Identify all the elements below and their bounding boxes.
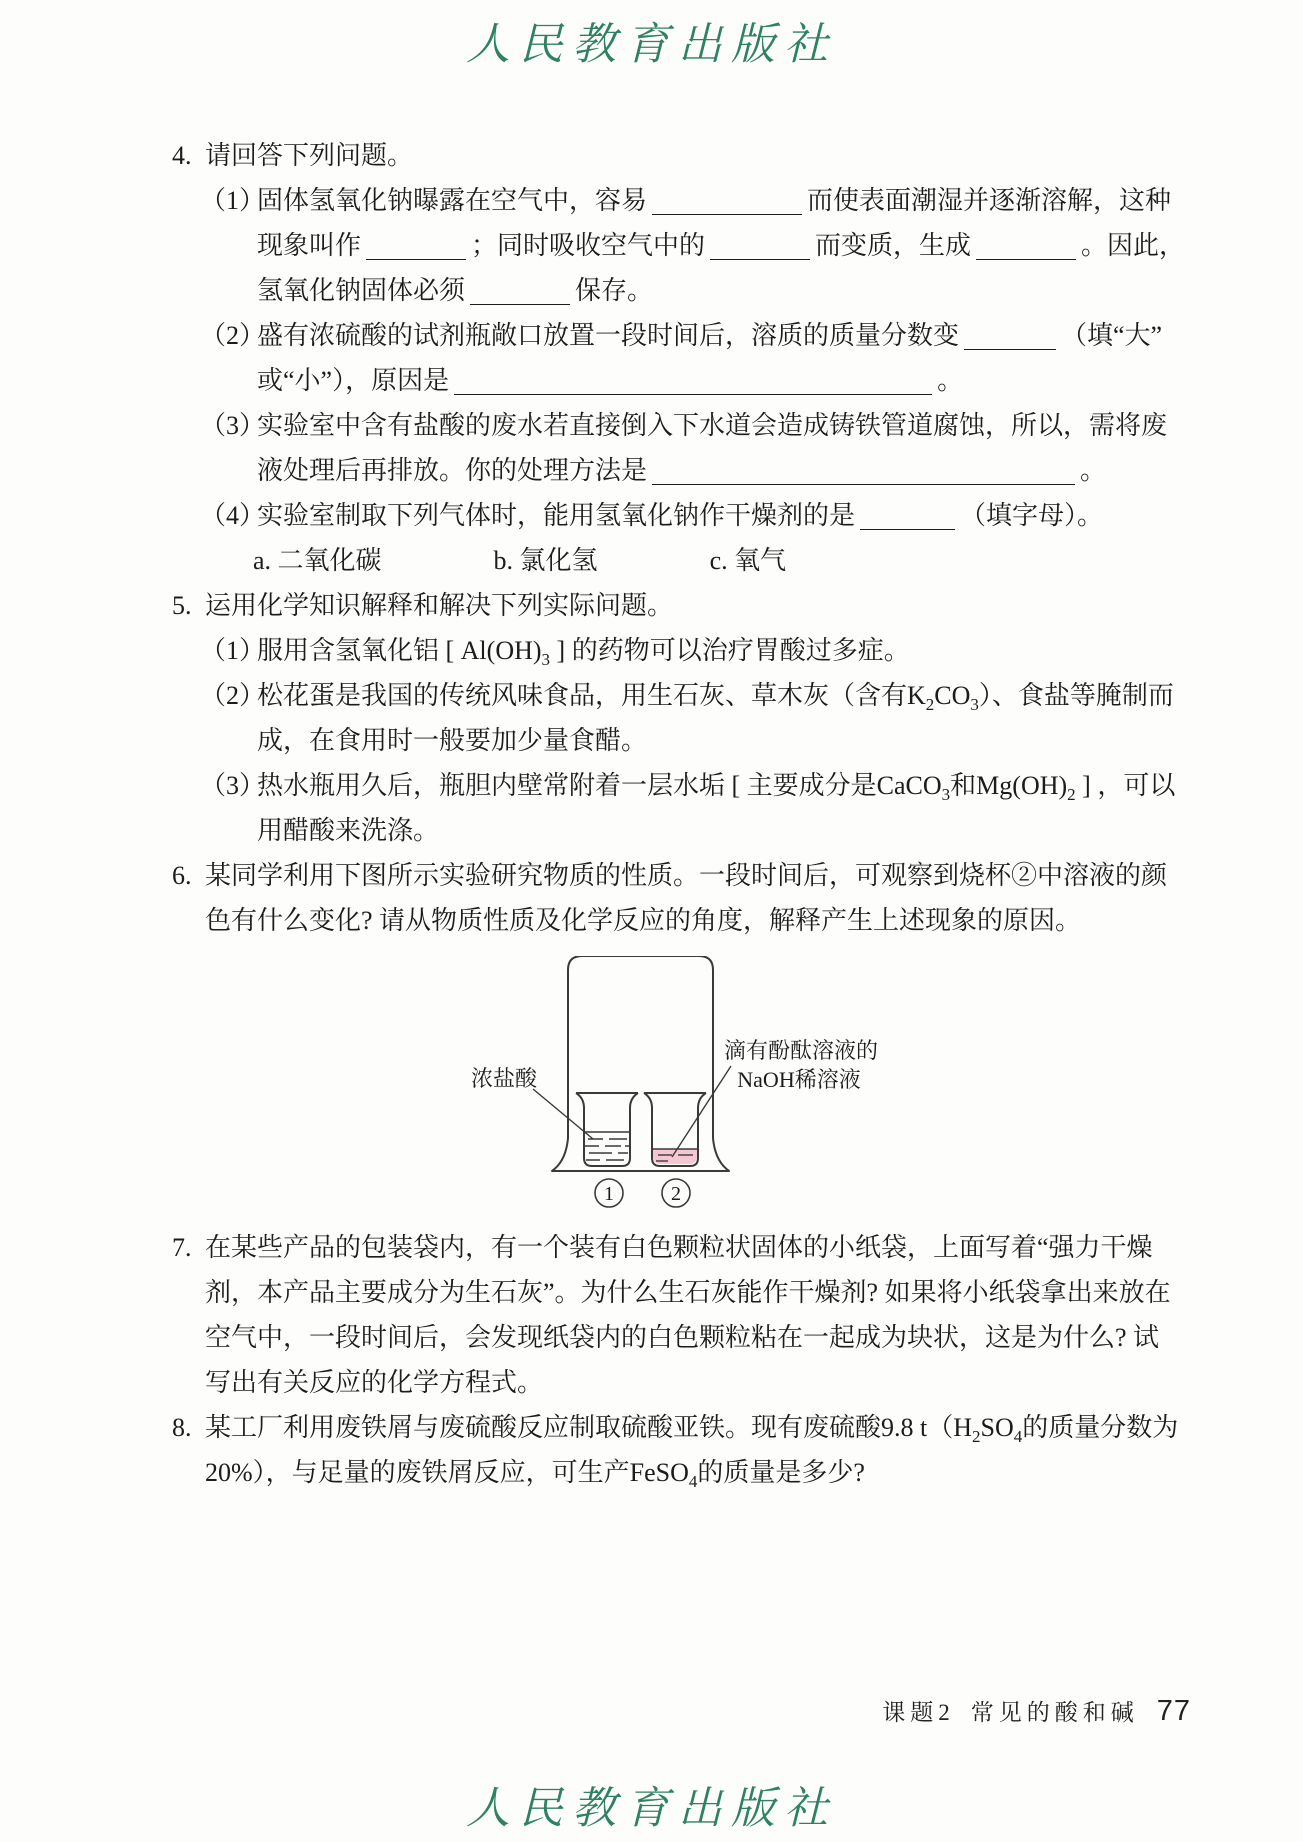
subscript: 2	[925, 695, 935, 715]
question-line: （1）服用含氢氧化铝 [ $Al(OH)_3$ ] 的药物可以治疗胃酸过多症。	[0, 628, 1303, 673]
item-number: 8.	[172, 1413, 192, 1442]
question-line: （3）实验室中含有盐酸的废水若直接倒入下水道会造成铸铁管道腐蚀，所以，需将废	[0, 403, 1303, 448]
text-line: a. 二氧化碳 b. 氯化氢 c. 氧气	[253, 546, 787, 575]
item-number: 6.	[172, 861, 192, 890]
text-line: 写出有关反应的化学方程式。	[205, 1368, 544, 1397]
text-line: 空气中，一段时间后，会发现纸袋内的白色颗粒粘在一起成为块状，这是为什么? 试	[205, 1323, 1160, 1352]
beaker-2-number: 2	[671, 1183, 681, 1205]
hcl-liquid-lines	[584, 1132, 630, 1160]
questions-4-to-6	[0, 133, 1303, 943]
bell-jar-outline	[552, 956, 729, 1171]
question-line: （1）固体氢氧化钠曝露在空气中，容易 而使表面潮湿并逐渐溶解，这种	[0, 178, 1303, 223]
item-number: （2）	[200, 321, 266, 350]
footer-section-title: 常见的酸和碱	[970, 1700, 1139, 1725]
page-number: 77	[1156, 1695, 1191, 1727]
question-line: 8. 某工厂利用废铁屑与废硫酸反应制取硫酸亚铁。现有废硫酸9.8 $t(H_2SO_4$的质量分数为	[0, 1405, 1303, 1450]
question-line: 5. 运用化学知识解释和解决下列实际问题。	[0, 583, 1303, 628]
footer-section-label: 课题2	[882, 1700, 955, 1725]
answer-blank	[652, 464, 1075, 485]
publisher-logo-header: 人民教育出版社	[466, 19, 837, 70]
item-number: 4.	[172, 141, 192, 170]
item-number: （3）	[200, 771, 266, 800]
question-line: 7. 在某些产品的包装袋内，有一个装有白色颗粒状固体的小纸袋，上面写着“强力干燥	[0, 1225, 1303, 1270]
item-number: （3）	[200, 411, 266, 440]
publisher-logo-footer: 人民教育出版社	[466, 1783, 837, 1834]
item-number: （1）	[200, 636, 266, 665]
subscript: 3	[941, 785, 951, 805]
answer-blank	[470, 284, 570, 305]
question-line: 4. 请回答下列问题。	[0, 133, 1303, 178]
text-line: 剂，本产品主要成分为生石灰”。为什么生石灰能作干燥剂? 如果将小纸袋拿出来放在	[205, 1278, 1171, 1307]
text-line: 氢氧化钠固体必须 保存。	[257, 276, 654, 305]
answer-blank	[454, 374, 932, 395]
text-line: 或“小”），原因是 。	[257, 366, 964, 395]
question-line: （2）盛有浓硫酸的试剂瓶敞口放置一段时间后，溶质的质量分数变 （填“大”	[0, 313, 1303, 358]
answer-blank	[964, 329, 1056, 350]
answer-blank	[710, 239, 810, 260]
item-number: 5.	[172, 591, 192, 620]
naoh-label-line2: NaOH稀溶液	[737, 1067, 861, 1092]
subscript: 2	[1067, 785, 1076, 805]
beaker-1-number: 1	[604, 1183, 614, 1205]
answer-blank	[976, 239, 1076, 260]
item-number: （4）	[200, 501, 266, 530]
text-line: 用醋酸来洗涤。	[257, 816, 440, 845]
experiment-figure	[400, 956, 920, 1218]
item-number: （2）	[200, 681, 266, 710]
hcl-label: 浓盐酸	[470, 1066, 537, 1091]
item-number: 7.	[172, 1233, 192, 1262]
answer-blank	[860, 509, 955, 530]
text-line: 液处理后再排放。你的处理方法是 。	[257, 456, 1107, 485]
question-line: （3）热水瓶用久后，瓶胆内壁常附着一层水垢 [ 主要成分是CaCO$_3$和$Mg(OH)_2$ ] ，可以	[0, 763, 1303, 808]
subscript: 3	[970, 695, 979, 715]
subscript: 2	[972, 1427, 981, 1447]
question-line: 6. 某同学利用下图所示实验研究物质的性质。一段时间后，可观察到烧杯②中溶液的颜	[0, 853, 1303, 898]
text-line: 20%），与足量的废铁屑反应，可生产FeSO$_4$的质量是多少?	[205, 1458, 865, 1492]
questions-7-to-8	[0, 1225, 1303, 1495]
bell-jar-experiment-diagram	[400, 956, 920, 1218]
page-footer	[882, 1694, 1191, 1728]
text-line: 成，在食用时一般要加少量食醋。	[257, 726, 648, 755]
question-line: （2）松花蛋是我国的传统风味食品，用生石灰、草木灰（含有$K_2CO_3$）、食盐等腌制而	[0, 673, 1303, 718]
question-line: （4）实验室制取下列气体时，能用氢氧化钠作干燥剂的是 （填字母）。	[0, 493, 1303, 538]
beaker-1	[576, 1093, 638, 1166]
subscript: 4	[688, 1472, 698, 1492]
subscript: 3	[541, 650, 551, 670]
answer-blank	[652, 194, 802, 215]
item-number: （1）	[200, 186, 266, 215]
naoh-pointer-line	[672, 1066, 731, 1157]
text-line: 色有什么变化? 请从物质性质及化学反应的角度，解释产生上述现象的原因。	[205, 906, 1082, 935]
naoh-label-line1: 滴有酚酞溶液的	[723, 1038, 879, 1063]
answer-blank	[366, 239, 466, 260]
text-line: 现象叫作 ；同时吸收空气中的 而变质，生成 。因此，	[257, 231, 1186, 260]
subscript: 4	[1013, 1427, 1023, 1447]
exercise-content	[0, 133, 1303, 1495]
